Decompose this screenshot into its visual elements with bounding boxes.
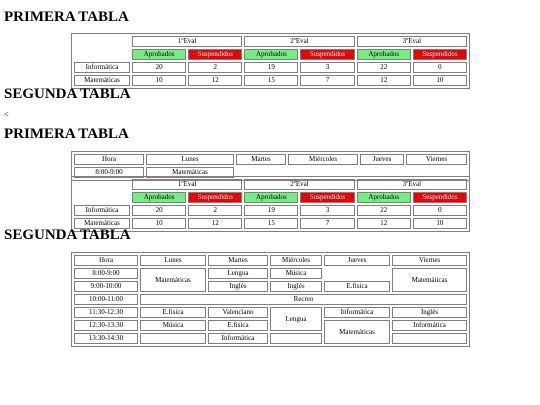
- table-row: [74, 218, 467, 229]
- value-cell: 15: [244, 75, 298, 86]
- table-row: [74, 268, 467, 279]
- heading-segunda-tabla-2: SEGUNDA TABLA: [4, 227, 131, 243]
- table-row: [74, 255, 467, 266]
- grades-table-1: [71, 33, 470, 89]
- hour-cell: 8:00-9:00: [74, 268, 138, 279]
- subject-cell: Informática: [208, 333, 268, 344]
- value-cell: 20: [132, 62, 186, 73]
- hour-cell: 10:00-11:00: [74, 294, 138, 305]
- eval-header: 2ºEval: [244, 179, 354, 190]
- empty-cell: [74, 49, 130, 60]
- suspendidos-header: Suspendidos: [413, 49, 467, 60]
- value-cell: 0: [413, 62, 467, 73]
- subject-cell: Matemáticas: [146, 167, 234, 178]
- empty-cell: [74, 192, 130, 203]
- table-row: [74, 154, 467, 165]
- value-cell: 10: [132, 218, 186, 229]
- subject-cell: Música: [270, 268, 322, 279]
- header-cell: Jueves: [324, 255, 390, 266]
- schedule-table: [71, 252, 470, 347]
- heading-segunda-tabla-1: SEGUNDA TABLA: [4, 86, 131, 102]
- table-row: [74, 75, 467, 86]
- hour-cell: 12:30-13:30: [74, 320, 138, 331]
- header-cell: Jueves: [360, 154, 404, 165]
- value-cell: 3: [300, 205, 354, 216]
- aprobados-header: Aprobados: [244, 192, 298, 203]
- aprobados-header: Aprobados: [357, 49, 411, 60]
- header-cell: Miércoles: [270, 255, 322, 266]
- subject-cell: E.fisica: [324, 281, 390, 292]
- subject-cell: Inglés: [270, 281, 322, 292]
- header-cell: Viernes: [406, 154, 467, 165]
- table-row: [74, 49, 467, 60]
- suspendidos-header: Suspendidos: [300, 49, 354, 60]
- grades-table-2: [71, 176, 470, 232]
- value-cell: 12: [188, 218, 242, 229]
- header-cell: Lunes: [140, 255, 206, 266]
- table-row: [74, 192, 467, 203]
- eval-header: 3ºEval: [357, 179, 467, 190]
- table-row: [74, 294, 467, 305]
- hour-cell: 9:00-10:00: [74, 281, 138, 292]
- subject-cell: Informática: [324, 307, 390, 318]
- value-cell: 2: [188, 205, 242, 216]
- header-cell: Viernes: [392, 255, 467, 266]
- empty-cell: [270, 333, 322, 344]
- value-cell: 12: [188, 75, 242, 86]
- table-row: [74, 36, 467, 47]
- aprobados-header: Aprobados: [132, 49, 186, 60]
- aprobados-header: Aprobados: [357, 192, 411, 203]
- subject-cell: Inglés: [208, 281, 268, 292]
- suspendidos-header: Suspendidos: [188, 49, 242, 60]
- value-cell: 12: [357, 75, 411, 86]
- subject-cell: E.fisica: [208, 320, 268, 331]
- suspendidos-header: Suspendidos: [300, 192, 354, 203]
- subject-cell: Matemáticas: [392, 268, 467, 292]
- suspendidos-header: Suspendidos: [413, 192, 467, 203]
- subject-cell: Informática: [392, 320, 467, 331]
- subject-cell: Inglés: [392, 307, 467, 318]
- subject-cell: E.fisica: [140, 307, 206, 318]
- stray-text: <: [4, 110, 9, 119]
- empty-cell: [140, 333, 206, 344]
- header-cell: Martes: [236, 154, 286, 165]
- subject-cell: Matemáticas: [140, 268, 206, 292]
- table-row: [74, 62, 467, 73]
- header-cell: Lunes: [146, 154, 234, 165]
- subject-cell: Música: [140, 320, 206, 331]
- header-cell: Hora: [74, 255, 138, 266]
- table-row: [74, 205, 467, 216]
- header-cell: Martes: [208, 255, 268, 266]
- value-cell: 10: [413, 218, 467, 229]
- empty-cell: [74, 36, 130, 47]
- subject-cell: Lengua: [208, 268, 268, 279]
- subject-cell: Matemáticas: [74, 75, 130, 86]
- eval-header: 1ºEval: [132, 179, 242, 190]
- header-cell: Hora: [74, 154, 144, 165]
- table-row: [74, 307, 467, 318]
- value-cell: 15: [244, 218, 298, 229]
- heading-primera-tabla-1: PRIMERA TABLA: [4, 9, 129, 25]
- empty-cell: [392, 333, 467, 344]
- value-cell: 10: [132, 75, 186, 86]
- value-cell: 20: [132, 205, 186, 216]
- subject-cell: Informática: [74, 205, 130, 216]
- aprobados-header: Aprobados: [132, 192, 186, 203]
- subject-cell: Matemáticas: [324, 320, 390, 344]
- value-cell: 7: [300, 218, 354, 229]
- heading-primera-tabla-2: PRIMERA TABLA: [4, 126, 129, 142]
- value-cell: 7: [300, 75, 354, 86]
- table-row: [74, 179, 467, 190]
- table-row: [74, 333, 467, 344]
- value-cell: 10: [413, 75, 467, 86]
- value-cell: 19: [244, 62, 298, 73]
- recreo-cell: Recreo: [140, 294, 467, 305]
- subject-cell: Informática: [74, 62, 130, 73]
- empty-cell: [74, 179, 130, 190]
- eval-header: 2ºEval: [244, 36, 354, 47]
- value-cell: 22: [357, 62, 411, 73]
- eval-header: 1ºEval: [132, 36, 242, 47]
- eval-header: 3ºEval: [357, 36, 467, 47]
- subject-cell: Valenciano: [208, 307, 268, 318]
- subject-cell: Matemáticas: [74, 218, 130, 229]
- suspendidos-header: Suspendidos: [188, 192, 242, 203]
- value-cell: 22: [357, 205, 411, 216]
- value-cell: 2: [188, 62, 242, 73]
- hour-cell: 11:30-12:30: [74, 307, 138, 318]
- hour-cell: 8:00-9:00: [74, 167, 144, 178]
- subject-cell: Lengua: [270, 307, 322, 331]
- header-cell: Miércoles: [288, 154, 358, 165]
- empty-cell: [324, 268, 390, 279]
- value-cell: 3: [300, 62, 354, 73]
- aprobados-header: Aprobados: [244, 49, 298, 60]
- hour-cell: 13:30-14:30: [74, 333, 138, 344]
- value-cell: 0: [413, 205, 467, 216]
- value-cell: 12: [357, 218, 411, 229]
- value-cell: 19: [244, 205, 298, 216]
